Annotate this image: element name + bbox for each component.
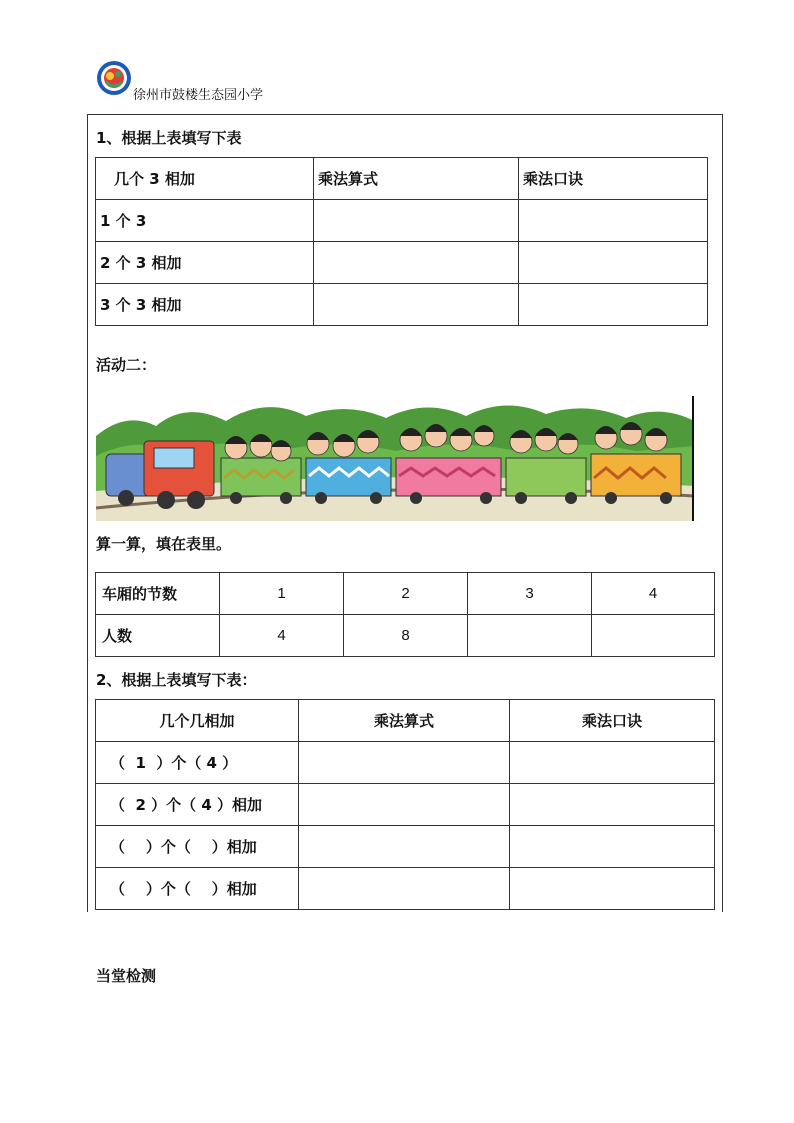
row-label: 2 个 3 相加 (96, 242, 314, 284)
train-illustration-image (96, 396, 694, 521)
carriage-table (95, 572, 715, 657)
row-label: 3 个 3 相加 (96, 284, 314, 326)
table-row (96, 826, 715, 868)
section1-table (95, 157, 708, 326)
table-header-row (96, 700, 715, 742)
value-cell: 3 (468, 573, 592, 615)
row-label: （ ）个（ ）相加 (96, 826, 299, 868)
value-cell: 2 (344, 573, 468, 615)
answer-cell[interactable] (519, 284, 708, 326)
table-row (96, 784, 715, 826)
row-label: （ 2 ）个（ 4 ）相加 (96, 784, 299, 826)
table-row (96, 242, 708, 284)
header-cell: 几个 3 相加 (96, 158, 314, 200)
value-cell: 4 (592, 573, 715, 615)
section1-title: 1、根据上表填写下表 (96, 129, 242, 147)
header-cell: 乘法口诀 (519, 158, 708, 200)
section2-table (95, 699, 715, 910)
school-name: 徐州市鼓楼生态园小学 (133, 88, 264, 103)
answer-cell[interactable] (314, 242, 519, 284)
row-label: 1 个 3 (96, 200, 314, 242)
header-cell: 几个几相加 (96, 700, 299, 742)
table-row (96, 284, 708, 326)
activity2-title: 活动二： (96, 356, 157, 374)
answer-cell[interactable] (519, 242, 708, 284)
answer-cell[interactable] (510, 826, 715, 868)
row-label: （ 1 ）个（ 4 ） (96, 742, 299, 784)
section2-title: 2、根据上表填写下表： (96, 671, 257, 689)
table-row (96, 573, 715, 615)
table-row (96, 615, 715, 657)
quiz-title: 当堂检测 (96, 967, 157, 985)
answer-cell[interactable] (299, 784, 510, 826)
answer-cell[interactable] (510, 742, 715, 784)
table-header-row (96, 158, 708, 200)
answer-cell[interactable] (314, 284, 519, 326)
calc-instruction: 算一算，填在表里。 (96, 535, 232, 553)
value-cell: 8 (344, 615, 468, 657)
value-cell: 4 (220, 615, 344, 657)
answer-cell[interactable] (510, 868, 715, 910)
row-label: 车厢的节数 (96, 573, 220, 615)
answer-cell[interactable] (510, 784, 715, 826)
answer-cell[interactable] (314, 200, 519, 242)
answer-cell[interactable] (299, 868, 510, 910)
header-cell: 乘法算式 (314, 158, 519, 200)
value-cell: 1 (220, 573, 344, 615)
table-row (96, 868, 715, 910)
row-label: （ ）个（ ）相加 (96, 868, 299, 910)
school-logo-icon (96, 60, 132, 96)
answer-cell[interactable] (299, 742, 510, 784)
answer-cell[interactable] (592, 615, 715, 657)
table-row (96, 200, 708, 242)
answer-cell[interactable] (519, 200, 708, 242)
header-cell: 乘法口诀 (510, 700, 715, 742)
answer-cell[interactable] (468, 615, 592, 657)
header-cell: 乘法算式 (299, 700, 510, 742)
row-label: 人数 (96, 615, 220, 657)
table-row (96, 742, 715, 784)
answer-cell[interactable] (299, 826, 510, 868)
